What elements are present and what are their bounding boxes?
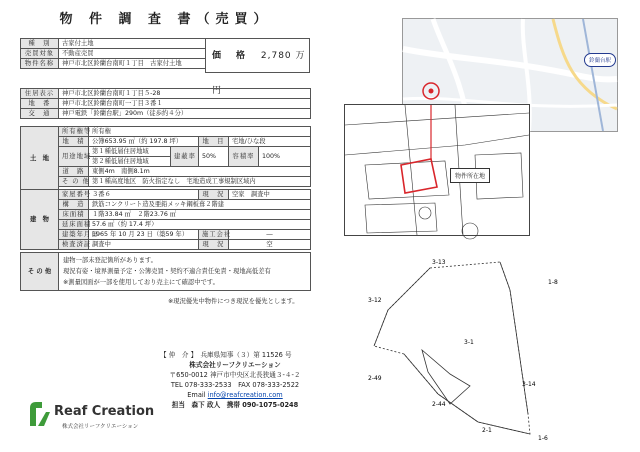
field-key: 建蔽率 <box>171 147 199 167</box>
logo-mark-stroke <box>38 412 50 426</box>
field-value: 空家 調査中 <box>229 190 311 200</box>
field-value: 神戸電鉄「鈴蘭台駅」290m（徒歩約４分） <box>59 109 311 119</box>
lot-label: 2-44 <box>432 401 446 408</box>
field-value: 第２種低層住居地域 <box>89 157 171 167</box>
field-value: 神戸市北区鈴蘭台南町一丁目３番１ <box>59 99 311 109</box>
property-location-label: 物件所在地 <box>450 168 490 183</box>
lot-label: 3-12 <box>368 297 382 304</box>
price-value: 2,780 万円 <box>212 51 306 96</box>
price-label: 価 格 <box>212 51 249 61</box>
remark-line: 現況有姿・境界測量予定・公簿売買・契約不適合責任免責・現地高低差有 <box>63 268 271 275</box>
field-key: 交 通 <box>21 109 59 119</box>
table-row <box>21 137 311 147</box>
field-key: 容積率 <box>229 147 259 167</box>
table-row <box>21 253 311 291</box>
survey-graphic <box>345 105 529 235</box>
lot-label: 1-8 <box>548 279 558 286</box>
logo-subtext: 株式会社リーフクリエーション <box>62 424 139 430</box>
lot-label: 1-6 <box>538 435 548 442</box>
field-key: 家屋番号 <box>59 190 89 200</box>
field-key: 建築年月日 <box>59 230 89 240</box>
table-row <box>21 220 311 230</box>
lot-label: 3-14 <box>522 381 536 388</box>
table-row <box>21 167 311 177</box>
table-row <box>21 99 311 109</box>
detail-table <box>20 126 311 291</box>
remark-line: 建物一部未登記箇所があります。 <box>63 257 157 264</box>
field-value: 鉄筋コンクリート造及亜鉛メッキ鋼板葺２階建 <box>89 200 311 210</box>
plot-diagram <box>360 254 630 444</box>
field-value: ３番６ <box>89 190 199 200</box>
field-value: 神戸市北区鈴蘭台南町１丁目５-28 <box>59 89 311 99</box>
field-value: 1965 年 10 月 23 日（築59 年） <box>89 230 199 240</box>
license-text: 【 仲 介 】 兵庫県知事（３）第 11526 号 <box>160 351 292 359</box>
field-value: 宅地/ひな段 <box>229 137 311 147</box>
email-label: Email <box>187 391 206 399</box>
staff-contact: 担当 森下 政人 携帯 090-1075-0248 <box>171 401 299 409</box>
table-row <box>21 240 311 250</box>
table-row <box>21 127 311 137</box>
field-value: 57.6 ㎡（約 17.4 坪） <box>89 220 311 230</box>
field-key: 施工会社 <box>199 230 229 240</box>
field-value: 不動産売買 <box>59 49 206 59</box>
company-name: 株式会社リーフクリエーション <box>189 361 281 369</box>
field-value: ― <box>229 230 311 240</box>
field-key: 地 積 <box>59 137 89 147</box>
lot-label: 3-13 <box>432 259 446 266</box>
field-value: 第１種高度地区 防火指定なし 宅地造成工事規制区域内 <box>89 177 311 187</box>
company-phone: TEL 078-333-2533 FAX 078-333-2522 <box>170 381 300 389</box>
field-value: 50% <box>199 147 229 167</box>
table-row <box>21 210 311 220</box>
field-key: 地 番 <box>21 99 59 109</box>
other-section: そ の 他 <box>21 253 59 291</box>
location-table <box>20 88 311 119</box>
field-value: 古家付土地 <box>59 39 206 49</box>
field-value: 神戸市北区鈴蘭台南町１丁目 古家付土地 <box>59 59 206 69</box>
field-value: 所有権 <box>89 127 311 137</box>
field-key: 床面積 <box>59 210 89 220</box>
field-value: 調査中 <box>89 240 199 250</box>
field-value: 東側4m 南側8.1m <box>89 167 311 177</box>
field-key: 延床面積 <box>59 220 89 230</box>
field-key: 物件名称 <box>21 59 59 69</box>
logo-text: Reaf Creation <box>54 404 155 419</box>
field-value: 空 <box>229 240 311 250</box>
field-key: 住居表示 <box>21 89 59 99</box>
building-section: 建 物 <box>21 190 59 250</box>
table-row <box>21 200 311 210</box>
table-row <box>21 177 311 187</box>
field-key: 現 況 <box>199 240 229 250</box>
field-key: 構 造 <box>59 200 89 210</box>
field-key: 所有権等 <box>59 127 89 137</box>
field-value: 公簿653.95 ㎡（約 197.8 坪） <box>89 137 199 147</box>
field-key: 道 路 <box>59 167 89 177</box>
company-block <box>160 350 310 410</box>
price-box <box>205 38 310 96</box>
field-value: 100% <box>259 147 311 167</box>
field-key: 売買対象 <box>21 49 59 59</box>
location-pin-icon <box>429 89 434 94</box>
station-label: 鈴蘭台駅 <box>584 53 616 67</box>
field-value: １階33.84 ㎡ ２階23.76 ㎡ <box>89 210 311 220</box>
table-row <box>21 230 311 240</box>
footnote: ※現況優先中物件につき現況を優先とします。 <box>168 298 299 305</box>
field-key: 検査済証 <box>59 240 89 250</box>
remarks-cell <box>59 253 311 291</box>
field-key: 種 別 <box>21 39 59 49</box>
field-value: 第１種低層住居地域 <box>89 147 171 157</box>
page-title: 物 件 調 査 書（売買） <box>59 12 273 27</box>
table-row <box>21 89 311 99</box>
table-row <box>21 190 311 200</box>
email-link[interactable]: info@reafcreation.com <box>207 391 283 399</box>
field-key: そ の 他 <box>59 177 89 187</box>
lot-label: 2-49 <box>368 375 382 382</box>
remark-line: ※測量図面が一部を使用しており売主にて確認中です。 <box>63 279 219 286</box>
table-row <box>21 147 311 157</box>
field-key: 地 目 <box>199 137 229 147</box>
survey-map <box>344 104 530 236</box>
lot-label: 3-1 <box>464 339 474 346</box>
lot-label: 2-1 <box>482 427 492 434</box>
company-address: 〒650-0012 神戸市中央区北長狭通３-４-２ <box>169 371 301 379</box>
field-key: 現 況 <box>199 190 229 200</box>
table-row <box>21 109 311 119</box>
land-section: 土 地 <box>21 127 59 190</box>
field-key: 用途地域 <box>59 147 89 167</box>
